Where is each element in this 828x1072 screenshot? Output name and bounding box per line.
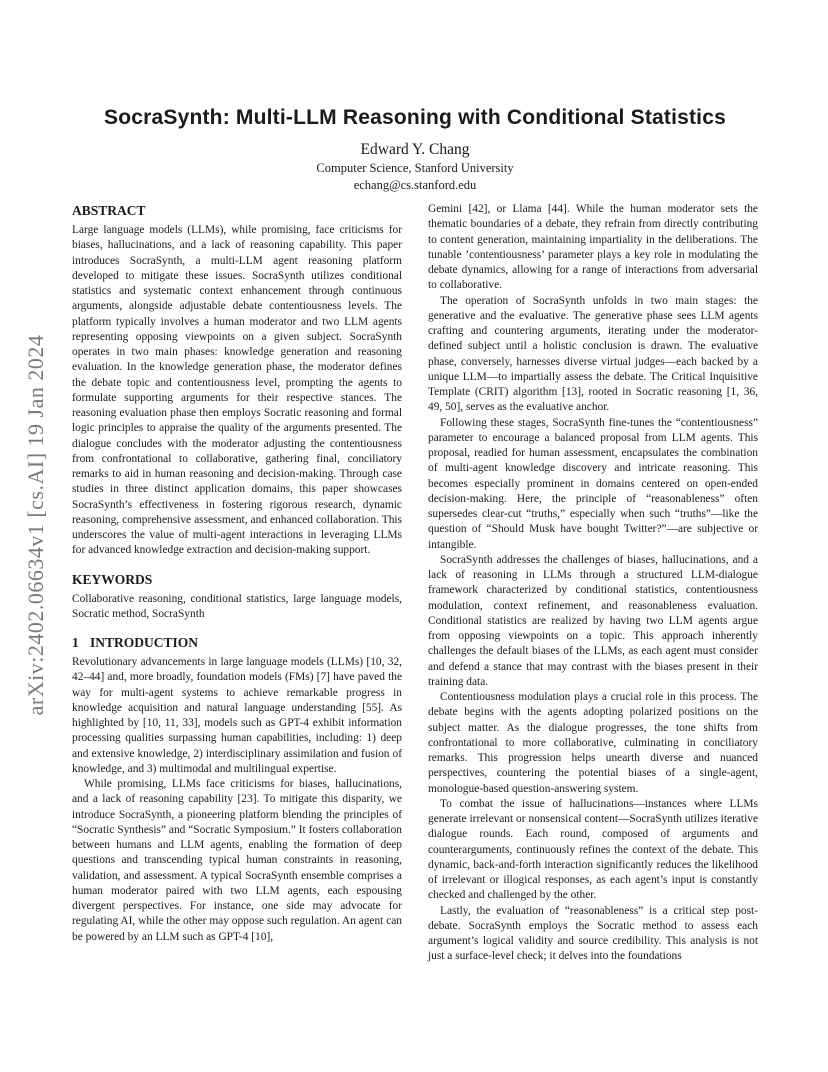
intro-paragraph-2: While promising, LLMs face criticisms for biases, hallucinations, and a lack of reasoning capability [23]. To mitigate this disparity, we introduce SocraSynth, a pioneering platform blending the principles of “Socratic Synthesis” and “Socratic Symposium.” It fosters collaboration between humans and LLM agents, enabling the formation of deep questions and transcending typical human constraints in reasoning, validation, and assessment. A typical SocraSynth ensemble comprises a human moderator paired with two LLM agents, each espousing divergent perspectives. For instance, one side may advocate for regulating AI, while the other may oppose such regulation. An agent can be powered by an LLM such as GPT-4 [10], (72, 778, 402, 943)
paper-page (72, 106, 758, 965)
section-number: 1 (72, 635, 79, 650)
arxiv-identifier: arXiv:2402.06634v1 [cs.AI] 19 Jan 2024 (23, 334, 48, 716)
arxiv-sidebar (14, 300, 58, 750)
body-paragraph-3: Following these stages, SocraSynth fine-tunes the “contentiousness” parameter to encourage a balanced proposal from LLM agents. This proposal, readied for human assessment, encapsulates the combination of multi-agent knowledge discovery and intricate reasoning. This becomes especially prominent in domains centered on open-ended decision-making. Here, the principle of “reasonableness” often supersedes clear-cut “truths,” especially when such “truths”—like the question of “Should Musk have bought Twitter?”—are subjective or intangible. (428, 416, 758, 551)
right-column (428, 202, 758, 965)
body-paragraph-4: SocraSynth addresses the challenges of biases, hallucinations, and a lack of reasoning in LLMs through a structured LLM-dialogue framework characterized by conditional statistics, contentiousness modulation, context refinement, and reasonableness evaluation. Conditional statistics are realized by having two LLM agents argue from opposing viewpoints on a topic. This approach inherently challenges the default biases of the LLMs, as each agent must consider and defend a stance that may contrast with the biases present in their training data. (428, 553, 758, 688)
body-paragraph-1: Gemini [42], or Llama [44]. While the human moderator sets the thematic boundaries of a debate, they refrain from directly contributing to content generation, maintaining impartiality in the deliberations. The tunable ’contentiousness’ parameter plays a key role in modulating the debate dynamics, allowing for a range of interactions from adversarial to collaborative. (428, 203, 758, 292)
body-paragraph-2: The operation of SocraSynth unfolds in two main stages: the generative and the evaluative. The generative phase sees LLM agents crafting and countering arguments, iterating under the moderator-defined subject until a holistic conclusion is drawn. The evaluative phase, conversely, harnesses diverse virtual judges—each backed by a unique LLM—to impartially assess the debate. The Critical Inquisitive Template (CRIT) algorithm [13], rooted in Socratic reasoning [1, 36, 49, 50], serves as the evaluative anchor. (428, 294, 758, 414)
body-paragraph-7: Lastly, the evaluation of “reasonableness” is a critical step post-debate. SocraSynth employs the Socratic method to assess each argument’s logical validity and source credibility. This analysis is not just a surface-level check; it delves into the foundations (428, 904, 758, 963)
left-column (72, 202, 402, 965)
author-affiliation: Computer Science, Stanford University (316, 161, 514, 175)
body-paragraph-6: To combat the issue of hallucinations—instances where LLMs generate irrelevant or nonsensical content—SocraSynth utilizes iterative dialogue rounds. Each round, composed of arguments and counterarguments, continuously refines the context of the debate. This dynamic, back-and-forth interaction significantly reduces the likelihood of irrelevant or illogical responses, as each agent’s input is constantly checked and challenged by the other. (428, 797, 758, 902)
author-name: Edward Y. Chang (360, 141, 470, 158)
paper-title: SocraSynth: Multi-LLM Reasoning with Conditional Statistics (104, 106, 726, 129)
section-title: INTRODUCTION (90, 635, 199, 650)
keywords-text: Collaborative reasoning, conditional statistics, large language models, Socratic method, SocraSynth (72, 592, 402, 620)
body-paragraph-5: Contentiousness modulation plays a crucial role in this process. The debate begins with the agents adopting polarized positions on the subject matter. As the dialogue progresses, the tone shifts from confrontational to more collaborative, culminating in conciliatory remarks. This progression helps unearth diverse and nuanced perspectives, countering the potential biases of a single-agent, monologue-based question-answering system. (428, 691, 758, 795)
author-email: echang@cs.stanford.edu (353, 178, 477, 192)
author-block (72, 140, 758, 194)
two-column-body (72, 202, 758, 965)
keywords-heading: KEYWORDS (72, 571, 153, 587)
abstract-text: Large language models (LLMs), while promising, face criticisms for biases, hallucinations, and a lack of reasoning capability. This paper introduces SocraSynth, a multi-LLM agent reasoning platform developed to mitigate these issues. SocraSynth utilizes conditional statistics and systematic context enhancement through continuous arguments, alongside adjustable debate contentiousness levels. The platform typically involves a human moderator and two LLM agents representing opposing viewpoints on a given subject. SocraSynth operates in two main phases: knowledge generation and reasoning evaluation. In the knowledge generation phase, the moderator defines the debate topic and contentiousness level, prompting the agents to formulate supporting arguments for their respective stances. The reasoning evaluation phase then employs Socratic reasoning and formal logic principles to appraise the quality of the arguments presented. The dialogue concludes with the moderator adjusting the contentiousness from confrontational to collaborative, gathering final, conciliatory remarks to aid in human reasoning and decision-making. Through case studies in three distinct application domains, this paper showcases SocraSynth’s effectiveness in fostering rigorous research, dynamic reasoning, comprehensive assessment, and enhanced collaboration. This underscores the value of multi-agent interactions in leveraging LLMs for advanced knowledge extraction and decision-making support. (72, 224, 402, 557)
introduction-heading (72, 634, 402, 651)
abstract-heading: ABSTRACT (72, 203, 146, 218)
intro-paragraph-1: Revolutionary advancements in large language models (LLMs) [10, 32, 42–44] and, more broadly, foundation models (FMs) [7] have paved the way for multi-agent systems to achieve remarkable progress in knowledge acquisition and natural language understanding [55]. As highlighted by [10, 11, 33], models such as GPT-4 exhibit information processing qualities surpassing human capabilities, including: 1) deep and extensive knowledge, 2) interdisciplinary assimilation and fusion of knowledge, and 3) multimodal and multilingual expertise. (72, 656, 402, 775)
